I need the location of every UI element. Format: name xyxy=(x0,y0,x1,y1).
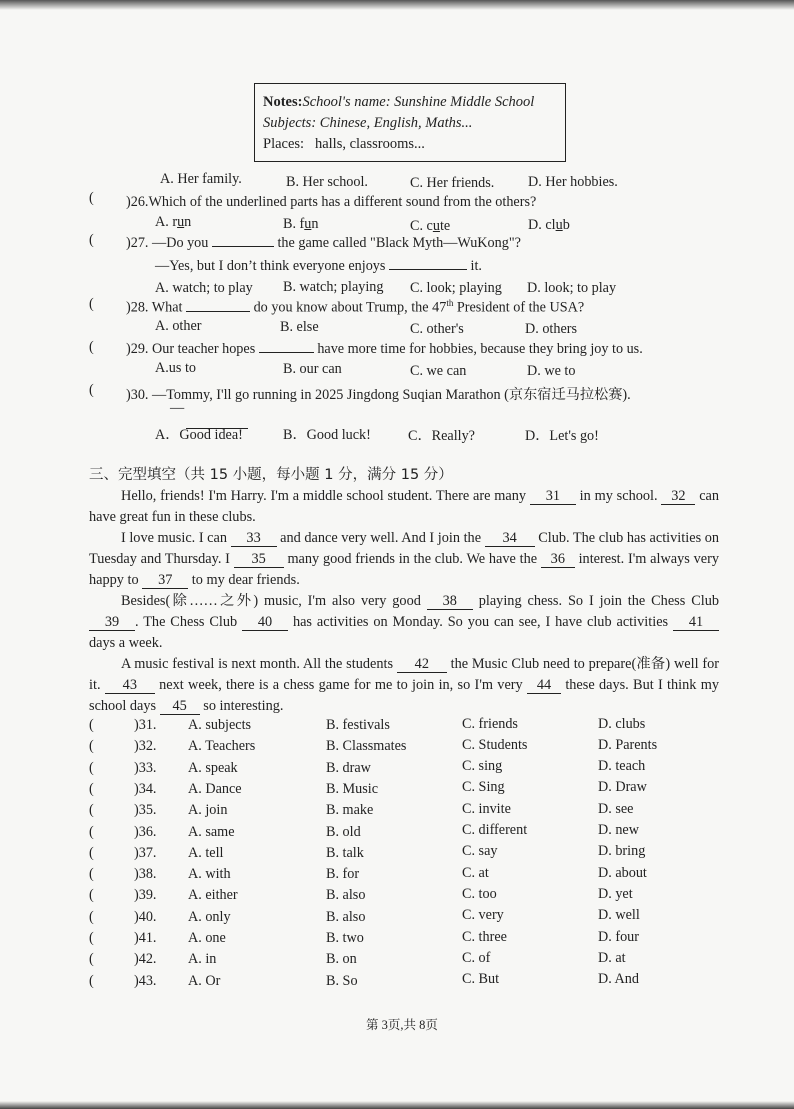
q30-option-c: C．Really? xyxy=(408,428,475,444)
notes-line-2: Subjects: Chinese, English, Maths... xyxy=(263,115,473,131)
q30-option-a: A．Good idea! xyxy=(155,427,243,443)
cloze-option-a: A. with xyxy=(188,866,231,883)
cloze-option-c: C. very xyxy=(462,907,504,924)
blank-41: 41 xyxy=(673,614,719,631)
blank-42: 42 xyxy=(397,656,447,673)
cloze-option-a: A. speak xyxy=(188,759,238,776)
cloze-paren: ( xyxy=(89,930,94,946)
q26-option-b: B. fun xyxy=(283,216,319,232)
cloze-option-d: D. bring xyxy=(598,843,646,860)
cloze-option-c: C. different xyxy=(462,822,528,838)
q27-option-b: B. watch; playing xyxy=(283,279,384,295)
passage-paragraph-3: Besides(除……之外) music, I'm also very good 38 playing chess. So I join the Chess Club 39 . The Chess Club 40 has activities on Monday. So you can see, I have club activities 41 days a week. xyxy=(89,593,719,651)
cloze-option-d: D. Parents xyxy=(598,736,658,753)
cloze-option-a: A. subjects xyxy=(188,717,252,733)
scan-bottom-edge xyxy=(0,1101,794,1109)
q27-stem: )27. —Do you the game called "Black Myth—WuKong"? xyxy=(126,235,521,251)
cloze-option-d: D. at xyxy=(598,949,626,966)
cloze-paren: ( xyxy=(89,759,94,776)
passage-paragraph-2: I love music. I can 33 and dance very well. And I join the 34 Club. The club has activities on Tuesday and Thursday. I 35 many good friends in the club. We have the 36 interest. I'm always very happy to 37 to my dear friends. xyxy=(89,530,720,588)
cloze-option-a: A. Teachers xyxy=(188,738,256,755)
cloze-question-number: )31. xyxy=(134,717,157,733)
cloze-paren: ( xyxy=(89,866,94,883)
cloze-question-number: )32. xyxy=(134,738,157,755)
q29-stem: )29. Our teacher hopes have more time for hobbies, because they bring joy to us. xyxy=(126,341,643,357)
cloze-question-number: )34. xyxy=(134,780,157,797)
cloze-option-c: C. say xyxy=(462,843,498,860)
q29-option-a: A.us to xyxy=(155,360,196,376)
cloze-option-c: C. friends xyxy=(462,715,518,732)
cloze-option-d: D. four xyxy=(598,928,639,945)
scan-top-edge xyxy=(0,0,794,10)
cloze-option-d: D. yet xyxy=(598,885,633,902)
q28-option-b: B. else xyxy=(280,319,319,335)
blank-44: 44 xyxy=(527,677,561,694)
cloze-option-a: A. either xyxy=(188,887,238,904)
cloze-option-a: A. Dance xyxy=(188,780,242,797)
cloze-option-b: B. draw xyxy=(326,759,371,776)
cloze-paren: ( xyxy=(89,802,94,819)
q30-option-b: B．Good luck! xyxy=(283,427,371,443)
q29-paren: ( xyxy=(89,339,94,355)
cloze-option-d: D. teach xyxy=(598,758,646,775)
cloze-option-a: A. one xyxy=(188,930,226,946)
q25-option-a: A. Her family. xyxy=(160,171,242,187)
cloze-option-c: C. of xyxy=(462,949,491,966)
cloze-question-number: )41. xyxy=(134,930,157,946)
q27-option-c: C. look; playing xyxy=(410,280,502,296)
cloze-option-d: D. well xyxy=(598,907,640,924)
cloze-question-number: )33. xyxy=(134,759,157,776)
blank-32: 32 xyxy=(661,488,695,505)
q30-reply: — xyxy=(170,400,248,434)
passage-paragraph-1: Hello, friends! I'm Harry. I'm a middle school student. There are many 31 in my school. 32 can have great fun in these clubs. xyxy=(89,488,720,525)
cloze-option-d: D. clubs xyxy=(598,715,646,732)
notes-box xyxy=(254,83,566,162)
cloze-option-c: C. Sing xyxy=(462,779,505,796)
q28-paren: ( xyxy=(89,296,94,312)
cloze-paren: ( xyxy=(89,951,94,968)
cloze-question-number: )36. xyxy=(134,823,157,840)
cloze-question-number: )42. xyxy=(134,951,157,968)
notes-line-1: Notes:School's name: Sunshine Middle School xyxy=(263,94,535,110)
cloze-option-b: B. also xyxy=(326,887,366,904)
cloze-option-d: D. Draw xyxy=(598,779,647,796)
blank-33: 33 xyxy=(231,530,277,547)
cloze-option-d: D. see xyxy=(598,800,634,817)
cloze-option-b: B. also xyxy=(326,908,366,925)
cloze-option-a: A. in xyxy=(188,951,217,968)
cloze-option-b: B. make xyxy=(326,802,374,819)
passage-paragraph-4: A music festival is next month. All the students 42 the Music Club need to prepare(准备) well for it. 43 next week, there is a chess game for me to join in, so I'm very 44 these days. But I think my school days 45 so interesting. xyxy=(89,656,720,714)
cloze-option-b: B. talk xyxy=(326,844,364,861)
cloze-option-c: C. But xyxy=(462,971,500,988)
cloze-paren: ( xyxy=(89,823,94,840)
cloze-option-b: B. So xyxy=(326,972,358,989)
cloze-question-number: )39. xyxy=(134,887,157,904)
cloze-paren: ( xyxy=(89,738,94,755)
blank-45: 45 xyxy=(160,698,200,715)
cloze-question-number: )35. xyxy=(134,802,157,819)
q25-option-c: C. Her friends. xyxy=(410,175,495,191)
cloze-option-c: C. sing xyxy=(462,758,503,775)
blank-36: 36 xyxy=(541,551,575,568)
q28-stem: )28. What do you know about Trump, the 47th President of the USA? xyxy=(126,298,585,316)
blank-40: 40 xyxy=(242,614,288,631)
cloze-question-number: )37. xyxy=(134,844,157,861)
q30-option-d: D．Let's go! xyxy=(525,428,599,444)
cloze-option-d: D. about xyxy=(598,864,647,881)
q29-option-b: B. our can xyxy=(283,361,342,377)
cloze-paren: ( xyxy=(89,780,94,797)
q30-paren: ( xyxy=(89,382,94,398)
q26-paren: ( xyxy=(89,190,94,206)
cloze-option-d: D. And xyxy=(598,971,639,988)
cloze-option-a: A. tell xyxy=(188,844,224,861)
cloze-option-b: B. festivals xyxy=(326,717,390,733)
q25-option-d: D. Her hobbies. xyxy=(528,174,618,190)
q25-option-b: B. Her school. xyxy=(286,174,368,190)
cloze-option-c: C. invite xyxy=(462,800,511,817)
cloze-option-c: C. at xyxy=(462,864,489,881)
q30-stem: )30. —Tommy, I'll go running in 2025 Jingdong Suqian Marathon (京东宿迁马拉松赛). xyxy=(126,387,631,403)
cloze-option-b: B. on xyxy=(326,951,357,968)
cloze-option-d: D. new xyxy=(598,822,639,838)
cloze-option-b: B. Classmates xyxy=(326,738,407,755)
cloze-paren: ( xyxy=(89,844,94,861)
blank-43: 43 xyxy=(105,677,155,694)
cloze-option-a: A. Or xyxy=(188,972,221,989)
q28-option-a: A. other xyxy=(155,318,202,334)
cloze-question-number: )40. xyxy=(134,908,157,925)
notes-line-3: Places: halls, classrooms... xyxy=(263,136,425,152)
cloze-option-b: B. for xyxy=(326,866,360,883)
cloze-option-b: B. old xyxy=(326,823,361,840)
q26-stem: )26.Which of the underlined parts has a different sound from the others? xyxy=(126,194,537,210)
q26-option-d: D. club xyxy=(528,217,570,233)
blank-37: 37 xyxy=(142,572,188,589)
blank-35: 35 xyxy=(234,551,284,568)
cloze-option-c: C. three xyxy=(462,928,507,945)
section-title: 三、完型填空（共 15 小题，每小题 1 分，满分 15 分） xyxy=(89,467,453,483)
cloze-option-b: B. two xyxy=(326,930,364,946)
q29-option-c: C. we can xyxy=(410,363,467,379)
q27-reply: —Yes, but I don’t think everyone enjoys it. xyxy=(155,258,482,274)
q27-option-d: D. look; to play xyxy=(527,280,617,296)
cloze-option-a: A. only xyxy=(188,908,231,925)
blank-31: 31 xyxy=(530,488,576,505)
cloze-option-c: C. too xyxy=(462,885,497,902)
cloze-option-c: C. Students xyxy=(462,736,528,753)
q28-option-d: D. others xyxy=(525,321,578,337)
page-footer: 第 3页,共 8页 xyxy=(366,1018,438,1032)
cloze-paren: ( xyxy=(89,908,94,925)
q26-option-a: A. run xyxy=(155,214,192,230)
q26-option-c: C. cute xyxy=(410,218,451,234)
blank-39: 39 xyxy=(89,614,135,631)
cloze-paren: ( xyxy=(89,887,94,904)
cloze-paren: ( xyxy=(89,717,94,733)
q27-option-a: A. watch; to play xyxy=(155,280,253,296)
cloze-question-number: )43. xyxy=(134,972,157,989)
cloze-option-a: A. join xyxy=(188,802,228,819)
cloze-paren: ( xyxy=(89,972,94,989)
cloze-question-number: )38. xyxy=(134,866,157,883)
q27-paren: ( xyxy=(89,232,94,248)
cloze-option-b: B. Music xyxy=(326,780,379,797)
q29-option-d: D. we to xyxy=(527,363,576,379)
blank-34: 34 xyxy=(485,530,535,547)
q28-option-c: C. other's xyxy=(410,321,464,337)
cloze-option-a: A. same xyxy=(188,823,235,840)
blank-38: 38 xyxy=(427,593,473,610)
